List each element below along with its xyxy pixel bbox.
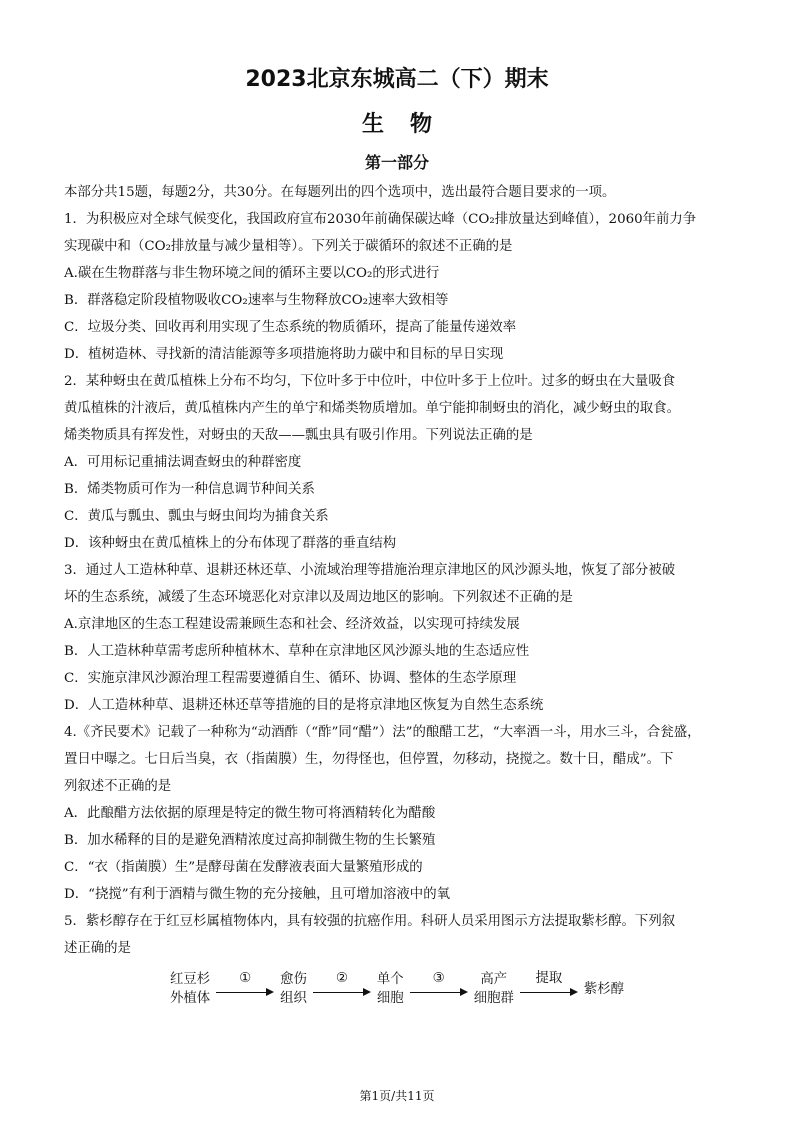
answer-option: C．垃圾分类、回收再利用实现了生态系统的物质循环，提高了能量传递效率 xyxy=(64,320,517,335)
flow-node xyxy=(474,970,514,1008)
answer-option: A.京津地区的生态工程建设需兼顾生态和社会、经济效益，以实现可持续发展 xyxy=(64,617,520,632)
flow-node-label: 高产 xyxy=(480,972,508,987)
answer-option: B．群落稳定阶段植物吸收CO₂速率与生物释放CO₂速率大致相等 xyxy=(64,293,449,308)
flow-node-label: 愈伤 xyxy=(280,972,307,987)
question-stem-line: 置日中曝之。七日后当臭，衣（指菌膜）生，勿得怪也，但停置，勿移动，挠搅之。数十日，醋成”。下 xyxy=(64,752,674,767)
process-flow-diagram xyxy=(64,970,730,1008)
answer-option: C．“衣（指菌膜）生”是酵母菌在发酵液表面大量繁殖形成的 xyxy=(64,860,423,875)
flow-node-label: 红豆杉 xyxy=(169,972,211,987)
flow-node xyxy=(170,970,210,1008)
page-footer: 第1页/共11页 xyxy=(359,1089,435,1103)
question-stem-line: 列叙述不正确的是 xyxy=(64,779,172,794)
flow-arrow xyxy=(214,973,276,1005)
subject-title: 生物 xyxy=(361,112,458,137)
question-stem-line: 黄瓜植株的汁液后，黄瓜植株内产生的单宁和烯类物质增加。单宁能抑制蚜虫的消化，减少蚜虫的取食。 xyxy=(64,401,680,416)
answer-option: D．人工造林种草、退耕还林还草等措施的目的是将京津地区恢复为自然生态系统 xyxy=(64,698,544,713)
flow-arrow xyxy=(518,973,580,1005)
part-heading: 第一部分 xyxy=(364,153,429,172)
arrow-head-icon xyxy=(363,988,371,996)
question-4 xyxy=(64,719,730,908)
flow-arrow-label: ③ xyxy=(432,971,445,986)
question-stem-line: 述正确的是 xyxy=(64,941,131,956)
question-list xyxy=(64,206,730,962)
arrow-shaft xyxy=(216,992,268,993)
answer-option: C．黄瓜与瓢虫、瓢虫与蚜虫间均为捕食关系 xyxy=(64,509,329,524)
answer-option: A.碳在生物群落与非生物环境之间的循环主要以CO₂的形式进行 xyxy=(64,266,440,281)
answer-option: A．可用标记重捕法调查蚜虫的种群密度 xyxy=(64,455,302,470)
answer-option: B．人工造林种草需考虑所种植林木、草种在京津地区风沙源头地的生态适应性 xyxy=(64,644,530,659)
flow-arrow xyxy=(311,973,373,1005)
arrow-shaft xyxy=(410,992,462,993)
arrow-shaft xyxy=(313,992,365,993)
answer-option: A．此酿醋方法依据的原理是特定的微生物可将酒精转化为醋酸 xyxy=(64,806,436,821)
flow-node-label: 外植体 xyxy=(169,991,211,1006)
flow-node-label: 组织 xyxy=(280,991,307,1006)
flow-node-label: 单个 xyxy=(376,972,404,987)
question-stem-line: 2．某种蚜虫在黄瓜植株上分布不均匀，下位叶多于中位叶，中位叶多于上位叶。过多的蚜虫在大量吸食 xyxy=(64,374,676,389)
flow-arrow-label: ② xyxy=(335,971,348,986)
flow-node xyxy=(377,970,404,1008)
question-stem-line: 坏的生态系统，减缓了生态环境恶化对京津以及周边地区的影响。下列叙述不正确的是 xyxy=(64,590,573,605)
answer-option: B．加水稀释的目的是避免酒精浓度过高抑制微生物的生长繁殖 xyxy=(64,833,436,848)
flow-node-label: 细胞群 xyxy=(473,991,514,1006)
answer-option: B．烯类物质可作为一种信息调节种间关系 xyxy=(64,482,315,497)
answer-option: C．实施京津风沙源治理工程需要遵循自生、循环、协调、整体的生态学原理 xyxy=(64,671,517,686)
question-5 xyxy=(64,908,730,962)
arrow-head-icon xyxy=(570,988,578,996)
question-3 xyxy=(64,557,730,719)
flow-arrow-label: 提取 xyxy=(535,971,563,986)
question-2 xyxy=(64,368,730,557)
flow-node xyxy=(280,970,307,1008)
question-stem-line: 实现碳中和（CO₂排放量与减少量相等）。下列关于碳循环的叙述不正确的是 xyxy=(64,239,513,254)
answer-option: D．植树造林、寻找新的清洁能源等多项措施将助力碳中和目标的早日实现 xyxy=(64,347,504,362)
arrow-shaft xyxy=(520,992,572,993)
section-intro: 本部分共15题，每题2分，共30分。在每题列出的四个选项中，选出最符合题目要求的一项。 xyxy=(64,185,616,200)
flow-arrow-label: ① xyxy=(239,971,252,986)
arrow-head-icon xyxy=(266,988,274,996)
flow-node xyxy=(584,980,624,999)
question-stem-line: 3．通过人工造林种草、退耕还林还草、小流域治理等措施治理京津地区的风沙源头地，恢复了部分被破 xyxy=(64,563,676,578)
document-title: 2023北京东城高二（下）期末 xyxy=(245,67,549,92)
answer-option: D．“挠搅”有利于酒精与微生物的充分接触，且可增加溶液中的氧 xyxy=(64,887,450,902)
question-stem-line: 5．紫杉醇存在于红豆杉属植物体内，具有较强的抗癌作用。科研人员采用图示方法提取紫杉醇。下列叙 xyxy=(64,914,676,929)
question-stem-line: 4.《齐民要术》记载了一种称为“动酒酢（“酢”同“醋”）法”的酿醋工艺，“大率酒一斗，用水三斗，合瓮盛， xyxy=(64,725,701,740)
flow-arrow xyxy=(408,973,470,1005)
question-stem-line: 烯类物质具有挥发性，对蚜虫的天敌——瓢虫具有吸引作用。下列说法正确的是 xyxy=(64,428,533,443)
arrow-head-icon xyxy=(460,988,468,996)
flow-node-label: 紫杉醇 xyxy=(583,981,625,997)
flow-node-label: 细胞 xyxy=(376,991,404,1006)
question-stem-line: 1．为积极应对全球气候变化，我国政府宣布2030年前确保碳达峰（CO₂排放量达到峰值），2060年前力争 xyxy=(64,212,697,227)
question-1 xyxy=(64,206,730,368)
answer-option: D．该种蚜虫在黄瓜植株上的分布体现了群落的垂直结构 xyxy=(64,536,397,551)
